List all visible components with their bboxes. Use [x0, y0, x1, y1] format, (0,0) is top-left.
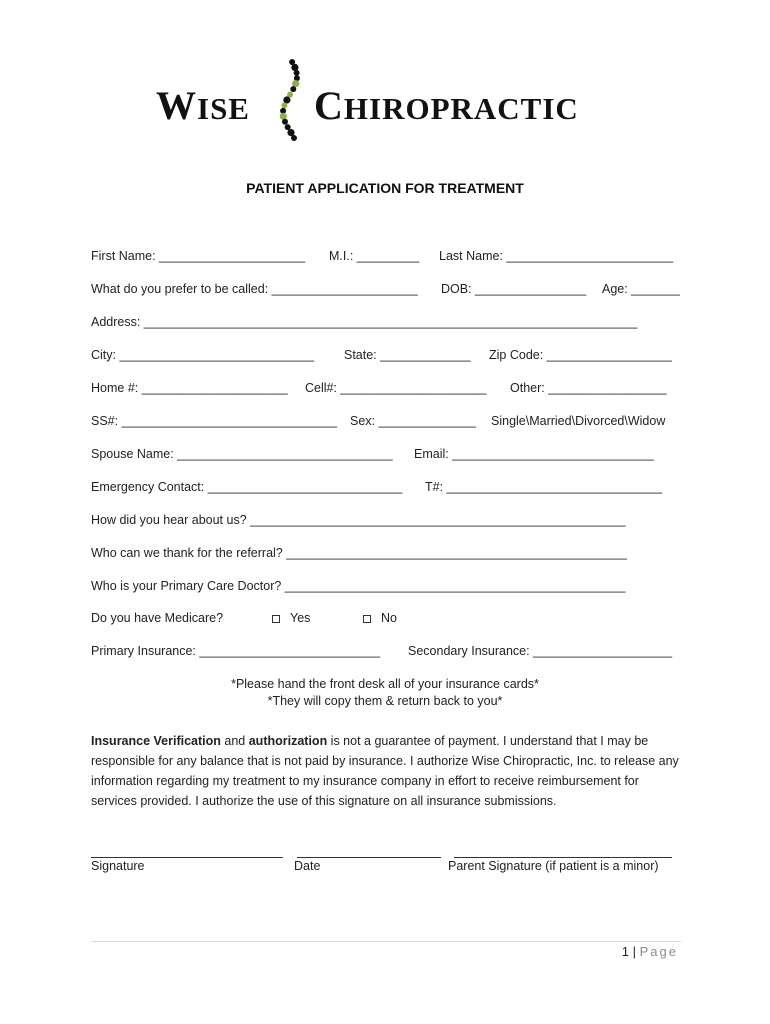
- cell-phone-field[interactable]: Cell#: _____________________: [305, 381, 487, 395]
- first-name-field[interactable]: First Name: _____________________: [91, 249, 306, 263]
- parent-signature-label: Parent Signature (if patient is a minor): [448, 859, 659, 873]
- spouse-name-field[interactable]: Spouse Name: _______________________________: [91, 447, 393, 461]
- logo-word-chiropractic: CHIROPRACTIC: [314, 83, 579, 128]
- emergency-contact-field[interactable]: Emergency Contact: ____________________________: [91, 480, 403, 494]
- dob-field[interactable]: DOB: ________________: [441, 282, 587, 296]
- spine-dot: [291, 135, 297, 141]
- spine-dot: [282, 119, 288, 125]
- age-field[interactable]: Age: _______: [602, 282, 680, 296]
- parent-signature-line[interactable]: [454, 857, 672, 858]
- city-field[interactable]: City: ____________________________: [91, 348, 315, 362]
- sex-field[interactable]: Sex: ______________: [350, 414, 476, 428]
- signature-label: Signature: [91, 859, 145, 873]
- primary-care-doctor-field[interactable]: Who is your Primary Care Doctor? _________________________________________________: [91, 579, 626, 593]
- zip-code-field[interactable]: Zip Code: __________________: [489, 348, 672, 362]
- email-field[interactable]: Email: _____________________________: [414, 447, 654, 461]
- insurance-card-note: *Please hand the front desk all of your insurance cards*: [231, 677, 539, 691]
- referral-thanks-field[interactable]: Who can we thank for the referral? _________________________________________________: [91, 546, 627, 560]
- primary-insurance-field[interactable]: Primary Insurance: __________________________: [91, 644, 381, 658]
- page-footer: 1 | Page: [621, 944, 678, 959]
- ssn-field[interactable]: SS#: _______________________________: [91, 414, 338, 428]
- insurance-authorization-paragraph: Insurance Verification and authorization is not a guarantee of payment. I understand that I may be responsible for any balance that is not paid by insurance. I authorize Wise Chiropractic, Inc. to release any information regarding my treatment to my insurance company in effort to receive reimbursement for services provided. I authorize the use of this signature on all insurance submissions.: [91, 734, 679, 808]
- medicare-yes-option[interactable]: Yes: [272, 611, 310, 625]
- spine-logo-icon: [270, 58, 310, 142]
- last-name-field[interactable]: Last Name: ________________________: [439, 249, 674, 263]
- medicare-question: Do you have Medicare?: [91, 611, 224, 625]
- preferred-name-field[interactable]: What do you prefer to be called: _____________________: [91, 282, 418, 296]
- emergency-phone-field[interactable]: T#: _______________________________: [425, 480, 663, 494]
- other-phone-field[interactable]: Other: _________________: [510, 381, 667, 395]
- spine-dot: [291, 64, 298, 71]
- address-field[interactable]: Address: _______________________________________________________________________: [91, 315, 638, 329]
- checkbox-icon[interactable]: [363, 615, 371, 623]
- referral-source-field[interactable]: How did you hear about us? ______________________________________________________: [91, 513, 626, 527]
- marital-status-options[interactable]: Single\Married\Divorced\Widow: [491, 414, 666, 428]
- insurance-copy-note: *They will copy them & return back to you*: [267, 694, 503, 708]
- date-line[interactable]: [297, 857, 441, 858]
- signature-line[interactable]: [91, 857, 283, 858]
- home-phone-field[interactable]: Home #: _____________________: [91, 381, 288, 395]
- secondary-insurance-field[interactable]: Secondary Insurance: ____________________: [408, 644, 673, 658]
- state-field[interactable]: State: _____________: [344, 348, 471, 362]
- spine-dot: [294, 70, 300, 76]
- footer-divider: [91, 941, 681, 942]
- spine-dot: [285, 124, 291, 130]
- spine-dot: [281, 102, 287, 108]
- form-title: PATIENT APPLICATION FOR TREATMENT: [246, 180, 524, 196]
- middle-initial-field[interactable]: M.I.: _________: [329, 249, 420, 263]
- medicare-no-option[interactable]: No: [363, 611, 397, 625]
- spine-dot: [290, 86, 296, 92]
- checkbox-icon[interactable]: [272, 615, 280, 623]
- date-label: Date: [294, 859, 321, 873]
- logo-word-wise: WISE: [156, 83, 250, 128]
